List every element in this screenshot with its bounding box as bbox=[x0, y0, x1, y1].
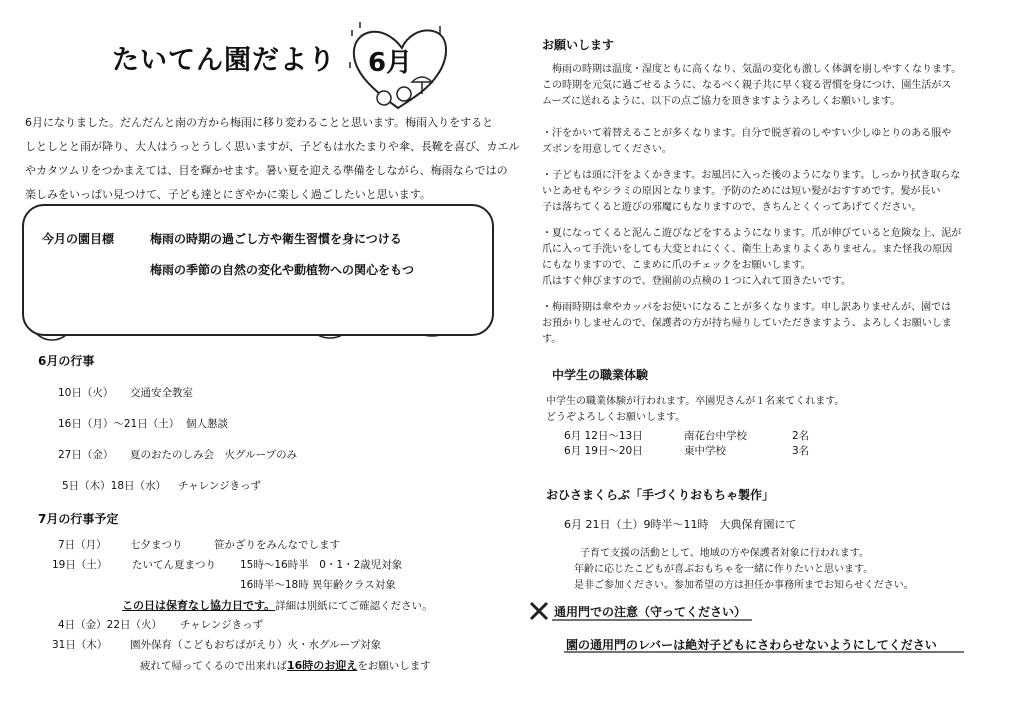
event-date: 5日（木）18日（水） bbox=[62, 480, 167, 492]
work-dates: 6月 19日～20日 bbox=[564, 445, 643, 457]
event-text: 七夕まつり bbox=[130, 539, 183, 551]
event-date: 31日（木） bbox=[52, 639, 108, 651]
intro-line: しとしとと雨が降り、大人はうっとうしく思いますが、子どもは水たまりや傘、長靴を喜び、カエル bbox=[25, 140, 520, 153]
request-line: ・子どもは頭に汗をよくかきます。お風呂に入った後のようになります。しっかり拭き取らな bbox=[542, 170, 961, 181]
ohisama-line: 是非ご参加ください。参加希望の方は担任か事務所までお知らせください。 bbox=[574, 580, 914, 591]
work-dates: 6月 12日～13日 bbox=[564, 430, 643, 442]
ohisama-text bbox=[574, 546, 914, 594]
event-note-bold: この日は保育なし協力日です。 bbox=[122, 599, 276, 612]
requests-line: ムーズに送れるように、以下の点ご協力を頂きますようよろしくお願いします。 bbox=[542, 96, 901, 107]
requests-line: 梅雨の時期は温度・湿度ともに高くなり、気温の変化も激しく体調を崩しやすくなります。 bbox=[552, 64, 962, 75]
request-line: いとあせもやシラミの原因となります。予防のためには短い髪がおすすめです。髪が長い bbox=[542, 186, 941, 197]
goal-item: 梅雨の季節の自然の変化や動植物への関心をもつ bbox=[150, 263, 415, 277]
event-tail bbox=[140, 657, 431, 673]
work-experience-heading: 中学生の職業体験 bbox=[552, 368, 649, 382]
event-detail: 笹かざりをみんなでします bbox=[214, 539, 340, 551]
requests-heading: お願いします bbox=[542, 38, 615, 52]
intro-text bbox=[25, 111, 520, 207]
work-count: 3名 bbox=[792, 445, 810, 457]
request-line: ・夏になってくると泥んこ遊びなどをするようになります。爪が伸びていると危険な上、泥が bbox=[542, 228, 962, 239]
goal-label: 今月の園目標 bbox=[42, 232, 115, 246]
work-line: 中学生の職業体験が行われます。卒園児さんが１名来てくれます。 bbox=[546, 396, 845, 407]
event-date: 7日（月） bbox=[58, 539, 107, 551]
work-line: どうぞよろしくお願いします。 bbox=[546, 412, 686, 423]
requests-intro bbox=[542, 62, 962, 110]
event-date: 4日（金）22日（火） bbox=[58, 619, 163, 631]
event-date: 19日（土） bbox=[52, 559, 108, 571]
intro-line: やカタツムリをつかまえては、目を輝かせます。暑い夏を迎える準備をしながら、梅雨ならではの bbox=[25, 164, 508, 177]
work-experience-text bbox=[546, 394, 844, 426]
month-badge: 6月 bbox=[368, 48, 413, 78]
gate-notice-heading: 通用門での注意（守ってください） bbox=[554, 605, 747, 619]
caution-icon bbox=[531, 603, 547, 619]
request-line: 爪はすぐ伸びますので、登園前の点検の１つに入れて頂きたいです。 bbox=[542, 276, 851, 287]
tail-bold: 16時のお迎え bbox=[287, 659, 358, 672]
event-note-rest: 詳細は別紙にてご確認ください。 bbox=[275, 600, 433, 612]
request-item bbox=[542, 168, 960, 216]
request-line: す。 bbox=[542, 334, 562, 345]
request-item bbox=[542, 226, 961, 290]
event-date: 10日（火） bbox=[58, 387, 114, 399]
request-line: 爪に入って手洗いをしても大変とれにくく、衛生上あまりよくありません。また怪我の原因 bbox=[542, 244, 953, 255]
gate-notice-text: 園の通用門のレバーは絶対子どもにさわらせないようにしてください bbox=[566, 638, 937, 652]
request-line: ・梅雨時期は傘やカッパをお使いになることが多くなります。申し訳ありませんが、園では bbox=[542, 302, 952, 313]
tail-text: をお願いします bbox=[357, 660, 431, 672]
request-line: ズボンを用意してください。 bbox=[542, 144, 672, 155]
intro-line: 6月になりました。だんだんと南の方から梅雨に移り変わることと思います。梅雨入りをすると bbox=[25, 116, 494, 129]
tail-text: 疲れて帰ってくるので出来れば bbox=[140, 660, 287, 672]
event-date: 27日（金） bbox=[58, 449, 114, 461]
work-school: 南花台中学校 bbox=[684, 430, 747, 442]
ohisama-line: 年齢に応じたこどもが喜ぶおもちゃを一緒に作りたいと思います。 bbox=[574, 564, 874, 575]
event-text: 夏のおたのしみ会 火グループのみ bbox=[130, 449, 298, 461]
june-events-heading: 6月の行事 bbox=[38, 354, 95, 368]
ohisama-schedule: 6月 21日（土）9時半～11時 大典保育園にて bbox=[564, 518, 797, 531]
ohisama-line: 子育て支援の活動として、地域の方や保護者対象に行われます。 bbox=[580, 548, 869, 559]
intro-line: 楽しみをいっぱい見つけて、子ども達とにぎやかに楽しく過ごしたいと思います。 bbox=[25, 188, 431, 201]
request-line: お預かりしませんので、保護者の方が持ち帰りしていただきますよう、よろしくお願いしま bbox=[542, 318, 952, 329]
page-title: たいてん園だより bbox=[112, 45, 336, 76]
request-line: 子は落ちてくると遊びの邪魔にもなりますので、きちんとくくってあげてください。 bbox=[542, 202, 922, 213]
requests-line: この時期を元気に過ごせるように、なるべく親子共に早く寝る習慣を身につけ、園生活がス bbox=[542, 80, 952, 91]
ohisama-heading: おひさまくらぶ「手づくりおもちゃ製作」 bbox=[546, 488, 775, 502]
event-note bbox=[122, 597, 433, 613]
event-text: 交通安全教室 bbox=[130, 387, 193, 399]
work-count: 2名 bbox=[792, 430, 810, 442]
goal-item: 梅雨の時期の過ごし方や衛生習慣を身につける bbox=[150, 232, 402, 246]
event-text: たいてん夏まつり bbox=[132, 559, 216, 571]
request-line: ・汗をかいて着替えることが多くなります。自分で脱ぎ着のしやすい少しゆとりのある服や bbox=[542, 128, 952, 139]
request-line: にもなりますので、こまめに爪のチェックをお願いします。 bbox=[542, 260, 811, 271]
event-text: チャレンジきっず bbox=[178, 480, 262, 492]
event-text: 個人懇談 bbox=[186, 418, 228, 430]
event-date: 16日（月）～21日（土） bbox=[58, 418, 180, 430]
event-text: チャレンジきっず bbox=[180, 619, 264, 631]
event-detail: 16時半～18時 異年齢クラス対象 bbox=[240, 579, 396, 591]
work-school: 東中学校 bbox=[684, 445, 726, 457]
request-item bbox=[542, 126, 951, 158]
july-events-heading: 7月の行事予定 bbox=[38, 512, 119, 526]
request-item bbox=[542, 300, 952, 348]
event-detail: 15時～16時半 0・1・2歳児対象 bbox=[240, 559, 403, 571]
event-text: 園外保育（こどもおぢばがえり）火・水グループ対象 bbox=[130, 639, 382, 651]
